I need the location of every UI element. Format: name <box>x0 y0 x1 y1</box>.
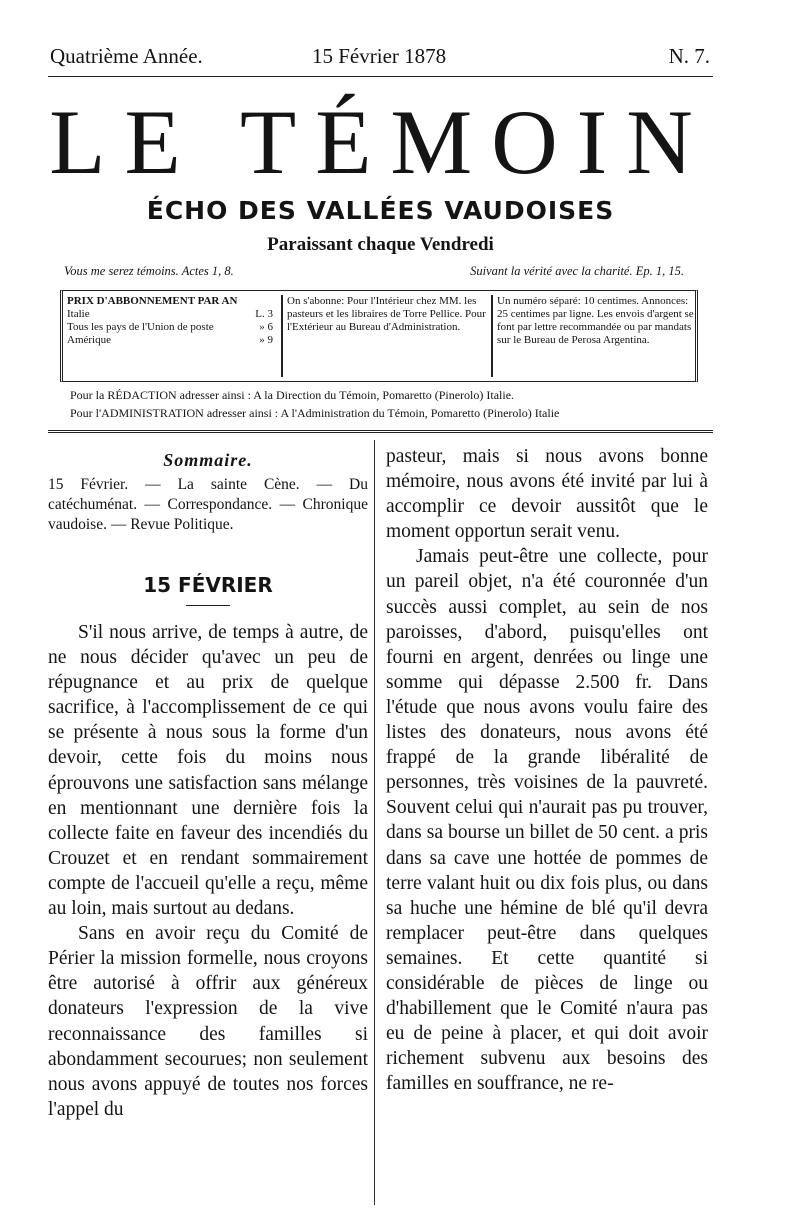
subscription-box <box>60 290 698 382</box>
price-value: » 9 <box>259 334 273 346</box>
newspaper-subtitle: ÉCHO DES VALLÉES VAUDOISES <box>146 196 615 225</box>
price-value: » 6 <box>259 321 273 333</box>
subscription-prices <box>67 295 273 347</box>
price-label: Italie <box>67 308 90 320</box>
heading-rule <box>186 605 230 606</box>
price-row <box>67 308 273 321</box>
article-left-text <box>48 620 368 1122</box>
column-divider <box>374 440 375 1205</box>
issue-date: 15 Février 1878 <box>312 44 447 68</box>
subscription-where: On s'abonne: Pour l'Intérieur chez MM. les pasteurs et les libraires de Torre Pellice. Pour l'Extérieur au Bureau d'Administration. <box>281 295 489 377</box>
article-heading: 15 FÉVRIER <box>143 573 273 597</box>
price-label: Tous les pays de l'Union de poste <box>67 321 214 333</box>
header-rule <box>48 76 713 77</box>
left-column <box>48 450 368 1122</box>
issue-year: Quatrième Année. <box>50 44 203 68</box>
price-row <box>67 321 273 334</box>
subscription-title: PRIX D'ABBONNEMENT PAR AN <box>67 295 238 307</box>
paragraph: Jamais peut-être une collecte, pour un pareil objet, n'a été couronnée d'un succès aussi complet, au sein de nos paroisses, d'abord, puisqu'elles ont fourni en argent, denrées ou linge une somme qui dépasse 2.500 fr. Dans l'étude que nous avons voulu faire des listes des donateurs, nous avons été frappé de la grande libéralité de personnes, très voisines de la pauvreté. Souvent celui qui n'aurait pas pu trouver, dans sa bourse un billet de 50 cent. a pris dans sa cave une hottée de pommes de terre valant huit ou dix fois plus, ou dans sa huche une hémine de blé qu'il devra remplacer peut-être dans quelques semaines. Et cette quantité si considérable de pièces de linge ou d'habillement que le Comité n'aura pas eu de peine à placer, et qui doit avoir richement subvenu aux besoins des familles en souffrance, ne re- <box>386 546 708 1095</box>
price-value: L. 3 <box>255 308 273 320</box>
sommaire-text: 15 Février. — La sainte Cène. — Du catéchuménat. — Correspondance. — Chronique vaudoise. — Revue Politique. <box>48 476 368 533</box>
paragraph: pasteur, mais si nous avons bonne mémoire, nous avons été invité par lui à accomplir ce devoir aussitôt que le moment opportun serait venu. <box>386 446 708 543</box>
paragraph: S'il nous arrive, de temps à autre, de ne nous décider qu'avec un peu de répugnance et au prix de quelque sacrifice, à l'accomplissement de ce qui se présente à nous sous la forme d'un devoir, cette fois du moins nous éprouvons une satisfaction sans mélange en mentionnant une dernière fois la collecte faite en faveur des incendiés du Crouzet et en rendant sommairement compte de l'accueil qu'elle a reçu, même au loin, mais surtout au dedans. <box>48 622 368 920</box>
sommaire-title: Sommaire. <box>163 450 253 470</box>
motto-right: Suivant la vérité avec la charité. Ep. 1, 15. <box>470 264 684 278</box>
administration-address: Pour l'ADMINISTRATION adresser ainsi : A l'Administration du Témoin, Pomaretto (Pinerolo) Italie <box>70 406 560 420</box>
issue-number: N. 7. <box>668 44 710 68</box>
mottos <box>64 264 684 282</box>
motto-left: Vous me serez témoins. Actes 1, 8. <box>64 264 234 278</box>
address-rule <box>48 430 713 433</box>
redaction-address: Pour la RÉDACTION adresser ainsi : A la Direction du Témoin, Pomaretto (Pinerolo) Italie. <box>70 388 515 402</box>
newspaper-title: LE TÉMOIN <box>49 91 712 193</box>
issue-header <box>50 44 710 72</box>
paragraph: Sans en avoir reçu du Comité de Périer la mission formelle, nous croyons être autorisé à offrir aux généreux donateurs l'expression de la vive reconnaissance des familles si abondamment secourues; non seulement nous avons appuyé de toutes nos forces l'appel du <box>48 923 368 1120</box>
right-column <box>386 444 708 1096</box>
price-label: Amérique <box>67 334 111 346</box>
publication-frequency: Paraissant chaque Vendredi <box>267 234 494 255</box>
price-row <box>67 334 273 347</box>
subscription-notes: Un numéro séparé: 10 centimes. Annonces: 25 centimes par ligne. Les envois d'argent se font par lettre recommandée ou par mandats sur le Bureau de Perosa Argentina. <box>491 295 697 377</box>
address-block <box>70 386 692 422</box>
